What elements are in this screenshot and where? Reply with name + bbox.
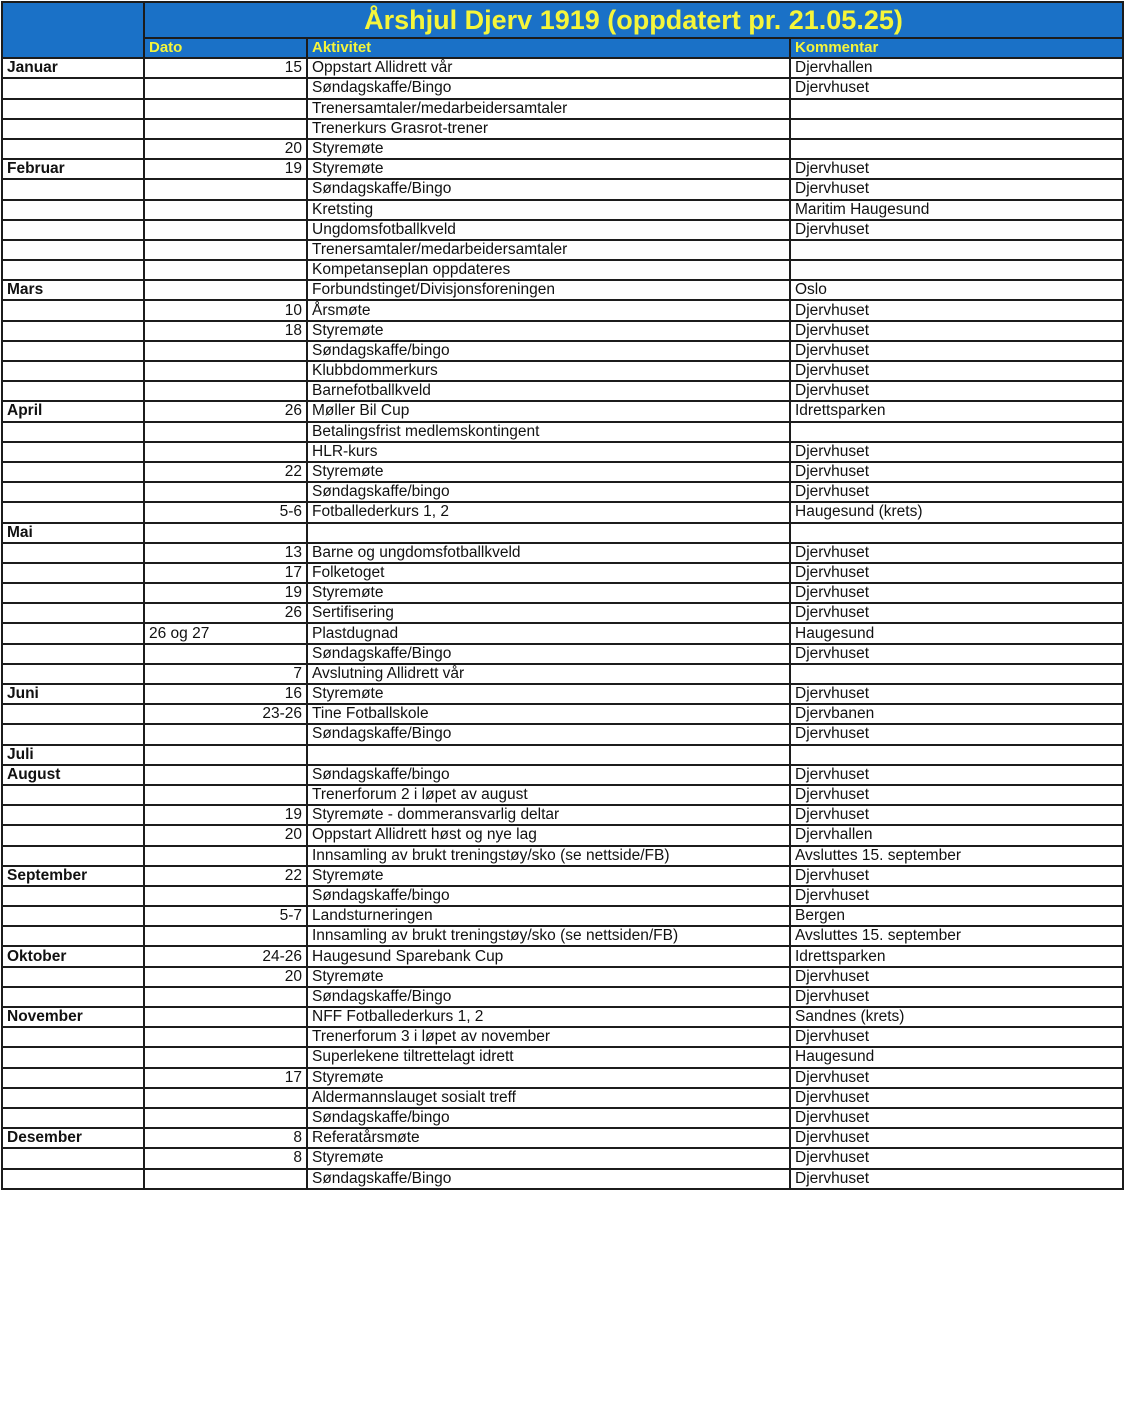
activity-cell: Søndagskaffe/Bingo [307, 179, 790, 199]
date-cell: 17 [144, 563, 307, 583]
date-cell: 5-6 [144, 502, 307, 522]
comment-cell: Djervhallen [790, 58, 1123, 78]
month-cell [2, 603, 144, 623]
table-row [2, 99, 1123, 119]
month-cell [2, 220, 144, 240]
table-row [2, 543, 1123, 563]
activity-cell: Ungdomsfotballkveld [307, 220, 790, 240]
table-row [2, 1007, 1123, 1027]
table-row [2, 260, 1123, 280]
table-row [2, 1169, 1123, 1189]
table-row [2, 926, 1123, 946]
table-row [2, 745, 1123, 765]
month-cell: Oktober [2, 946, 144, 966]
month-cell [2, 300, 144, 320]
month-cell [2, 361, 144, 381]
activity-cell: Klubbdommerkurs [307, 361, 790, 381]
date-cell [144, 260, 307, 280]
table-row [2, 482, 1123, 502]
comment-cell: Djervhuset [790, 482, 1123, 502]
table-row [2, 644, 1123, 664]
comment-cell: Djervhuset [790, 1068, 1123, 1088]
column-header-kommentar: Kommentar [790, 38, 1123, 58]
table-row [2, 1088, 1123, 1108]
month-cell [2, 724, 144, 744]
comment-cell: Djervhuset [790, 220, 1123, 240]
table-row [2, 785, 1123, 805]
comment-cell: Djervhuset [790, 866, 1123, 886]
comment-cell: Djervhuset [790, 563, 1123, 583]
month-cell [2, 1108, 144, 1128]
activity-cell: NFF Fotballederkurs 1, 2 [307, 1007, 790, 1027]
comment-cell: Djervhuset [790, 1128, 1123, 1148]
table-row [2, 906, 1123, 926]
date-cell [144, 240, 307, 260]
comment-cell [790, 745, 1123, 765]
comment-cell: Avsluttes 15. september [790, 926, 1123, 946]
comment-cell [790, 422, 1123, 442]
date-cell [144, 1047, 307, 1067]
month-cell: Juni [2, 684, 144, 704]
date-cell [144, 381, 307, 401]
month-cell [2, 1088, 144, 1108]
date-cell: 20 [144, 825, 307, 845]
table-row [2, 523, 1123, 543]
date-cell: 7 [144, 664, 307, 684]
date-cell [144, 482, 307, 502]
comment-cell: Haugesund [790, 1047, 1123, 1067]
month-cell [2, 1047, 144, 1067]
activity-cell: Barne og ungdomsfotballkveld [307, 543, 790, 563]
date-cell [144, 442, 307, 462]
activity-cell: Fotballederkurs 1, 2 [307, 502, 790, 522]
activity-cell: Barnefotballkveld [307, 381, 790, 401]
month-cell [2, 583, 144, 603]
table-row [2, 583, 1123, 603]
activity-cell: Oppstart Allidrett vår [307, 58, 790, 78]
comment-cell: Oslo [790, 280, 1123, 300]
table-row [2, 139, 1123, 159]
comment-cell [790, 240, 1123, 260]
activity-cell: Haugesund Sparebank Cup [307, 946, 790, 966]
comment-cell: Djervhuset [790, 543, 1123, 563]
month-cell [2, 502, 144, 522]
table-row [2, 1027, 1123, 1047]
date-cell: 26 [144, 401, 307, 421]
date-cell: 19 [144, 805, 307, 825]
month-cell: Mars [2, 280, 144, 300]
comment-cell: Djervhuset [790, 462, 1123, 482]
activity-cell: Innsamling av brukt treningstøy/sko (se nettside/FB) [307, 846, 790, 866]
activity-cell [307, 523, 790, 543]
date-cell: 15 [144, 58, 307, 78]
comment-cell: Djervhuset [790, 159, 1123, 179]
date-cell [144, 926, 307, 946]
date-cell [144, 846, 307, 866]
table-row [2, 280, 1123, 300]
activity-cell: Styremøte [307, 1068, 790, 1088]
table-row [2, 825, 1123, 845]
table-row [2, 220, 1123, 240]
table-row [2, 1068, 1123, 1088]
month-cell [2, 704, 144, 724]
comment-cell: Djervhuset [790, 967, 1123, 987]
comment-cell [790, 139, 1123, 159]
activity-cell: Styremøte [307, 462, 790, 482]
date-cell: 24-26 [144, 946, 307, 966]
month-cell: Juli [2, 745, 144, 765]
page-title: Årshjul Djerv 1919 (oppdatert pr. 21.05.25) [144, 2, 1123, 38]
date-cell [144, 523, 307, 543]
table-row [2, 179, 1123, 199]
comment-cell: Djervbanen [790, 704, 1123, 724]
date-cell [144, 1027, 307, 1047]
month-cell [2, 119, 144, 139]
date-cell: 13 [144, 543, 307, 563]
month-cell: November [2, 1007, 144, 1027]
date-cell: 17 [144, 1068, 307, 1088]
table-row [2, 321, 1123, 341]
date-cell: 22 [144, 866, 307, 886]
table-row [2, 987, 1123, 1007]
comment-cell: Djervhuset [790, 321, 1123, 341]
activity-cell: Innsamling av brukt treningstøy/sko (se nettsiden/FB) [307, 926, 790, 946]
comment-cell: Djervhuset [790, 1108, 1123, 1128]
table-row [2, 58, 1123, 78]
comment-cell: Djervhuset [790, 361, 1123, 381]
date-cell [144, 280, 307, 300]
date-cell: 26 og 27 [144, 623, 307, 643]
table-row [2, 1047, 1123, 1067]
month-cell [2, 785, 144, 805]
activity-cell: Søndagskaffe/Bingo [307, 644, 790, 664]
activity-cell: Trenersamtaler/medarbeidersamtaler [307, 240, 790, 260]
date-cell [144, 78, 307, 98]
comment-cell: Djervhuset [790, 987, 1123, 1007]
date-cell: 20 [144, 967, 307, 987]
comment-cell [790, 523, 1123, 543]
month-cell: April [2, 401, 144, 421]
month-cell: Januar [2, 58, 144, 78]
month-cell [2, 381, 144, 401]
activity-cell: Oppstart Allidrett høst og nye lag [307, 825, 790, 845]
month-cell [2, 482, 144, 502]
column-header-dato: Dato [144, 38, 307, 58]
annual-calendar-table [1, 1, 1124, 1190]
date-cell [144, 1169, 307, 1189]
month-cell [2, 321, 144, 341]
date-cell: 20 [144, 139, 307, 159]
activity-cell: Trenerforum 3 i løpet av november [307, 1027, 790, 1047]
date-cell [144, 1088, 307, 1108]
title-row [2, 2, 1123, 38]
date-cell [144, 765, 307, 785]
table-row [2, 422, 1123, 442]
comment-cell: Idrettsparken [790, 946, 1123, 966]
date-cell: 8 [144, 1148, 307, 1168]
month-cell: Desember [2, 1128, 144, 1148]
date-cell: 5-7 [144, 906, 307, 926]
month-cell [2, 442, 144, 462]
comment-cell: Djervhuset [790, 603, 1123, 623]
table-row [2, 805, 1123, 825]
comment-cell: Djervhuset [790, 300, 1123, 320]
comment-cell: Djervhuset [790, 644, 1123, 664]
date-cell [144, 745, 307, 765]
table-body [2, 2, 1123, 1189]
activity-cell: Styremøte [307, 684, 790, 704]
month-cell [2, 1027, 144, 1047]
activity-cell: Styremøte [307, 159, 790, 179]
month-cell [2, 260, 144, 280]
table-row [2, 765, 1123, 785]
comment-cell [790, 119, 1123, 139]
date-cell [144, 644, 307, 664]
month-cell [2, 200, 144, 220]
month-cell [2, 1148, 144, 1168]
table-row [2, 462, 1123, 482]
activity-cell: Møller Bil Cup [307, 401, 790, 421]
activity-cell: Søndagskaffe/Bingo [307, 1169, 790, 1189]
comment-cell: Djervhuset [790, 583, 1123, 603]
date-cell: 10 [144, 300, 307, 320]
date-cell [144, 1007, 307, 1027]
month-cell [2, 543, 144, 563]
activity-cell: Søndagskaffe/bingo [307, 341, 790, 361]
month-cell [2, 462, 144, 482]
comment-cell: Djervhuset [790, 1148, 1123, 1168]
table-row [2, 240, 1123, 260]
activity-cell: Betalingsfrist medlemskontingent [307, 422, 790, 442]
activity-cell: Trenersamtaler/medarbeidersamtaler [307, 99, 790, 119]
month-cell [2, 179, 144, 199]
activity-cell: Søndagskaffe/bingo [307, 765, 790, 785]
table-row [2, 1148, 1123, 1168]
activity-cell: Styremøte [307, 321, 790, 341]
month-cell [2, 422, 144, 442]
date-cell: 23-26 [144, 704, 307, 724]
table-row [2, 684, 1123, 704]
activity-cell: Avslutning Allidrett vår [307, 664, 790, 684]
activity-cell: Tine Fotballskole [307, 704, 790, 724]
comment-cell: Djervhuset [790, 805, 1123, 825]
date-cell: 18 [144, 321, 307, 341]
activity-cell: Sertifisering [307, 603, 790, 623]
date-cell [144, 341, 307, 361]
table-row [2, 724, 1123, 744]
date-cell [144, 99, 307, 119]
table-row [2, 967, 1123, 987]
activity-cell: Styremøte [307, 967, 790, 987]
comment-cell: Maritim Haugesund [790, 200, 1123, 220]
table-row [2, 401, 1123, 421]
month-cell [2, 906, 144, 926]
date-cell: 19 [144, 583, 307, 603]
date-cell: 22 [144, 462, 307, 482]
comment-cell: Djervhuset [790, 684, 1123, 704]
month-cell: August [2, 765, 144, 785]
table-row [2, 886, 1123, 906]
comment-cell [790, 99, 1123, 119]
activity-cell: Søndagskaffe/Bingo [307, 724, 790, 744]
table-row [2, 341, 1123, 361]
comment-cell: Haugesund (krets) [790, 502, 1123, 522]
month-cell [2, 886, 144, 906]
activity-cell: Forbundstinget/Divisjonsforeningen [307, 280, 790, 300]
table-row [2, 1108, 1123, 1128]
column-header-aktivitet: Aktivitet [307, 38, 790, 58]
table-row [2, 846, 1123, 866]
activity-cell: Søndagskaffe/bingo [307, 886, 790, 906]
activity-cell: Landsturneringen [307, 906, 790, 926]
activity-cell [307, 745, 790, 765]
activity-cell: Aldermannslauget sosialt treff [307, 1088, 790, 1108]
activity-cell: Årsmøte [307, 300, 790, 320]
comment-cell: Djervhuset [790, 442, 1123, 462]
comment-cell: Djervhuset [790, 1027, 1123, 1047]
table-row [2, 300, 1123, 320]
activity-cell: Plastdugnad [307, 623, 790, 643]
activity-cell: Søndagskaffe/bingo [307, 1108, 790, 1128]
date-cell [144, 220, 307, 240]
comment-cell: Djervhuset [790, 886, 1123, 906]
table-row [2, 866, 1123, 886]
month-cell [2, 563, 144, 583]
comment-cell: Djervhuset [790, 724, 1123, 744]
month-cell [2, 987, 144, 1007]
month-cell [2, 139, 144, 159]
activity-cell: HLR-kurs [307, 442, 790, 462]
date-cell: 26 [144, 603, 307, 623]
comment-cell [790, 260, 1123, 280]
activity-cell: Trenerkurs Grasrot-trener [307, 119, 790, 139]
column-header-row [2, 38, 1123, 58]
table-row [2, 78, 1123, 98]
table-row [2, 381, 1123, 401]
comment-cell [790, 664, 1123, 684]
activity-cell: Styremøte [307, 583, 790, 603]
comment-cell: Djervhuset [790, 785, 1123, 805]
month-cell [2, 805, 144, 825]
month-cell: Mai [2, 523, 144, 543]
date-cell: 8 [144, 1128, 307, 1148]
date-cell [144, 987, 307, 1007]
activity-cell: Søndagskaffe/Bingo [307, 987, 790, 1007]
comment-cell: Djervhuset [790, 765, 1123, 785]
comment-cell: Haugesund [790, 623, 1123, 643]
table-row [2, 442, 1123, 462]
table-row [2, 603, 1123, 623]
date-cell: 16 [144, 684, 307, 704]
comment-cell: Djervhuset [790, 1169, 1123, 1189]
activity-cell: Styremøte - dommeransvarlig deltar [307, 805, 790, 825]
date-cell [144, 119, 307, 139]
date-cell [144, 886, 307, 906]
activity-cell: Søndagskaffe/bingo [307, 482, 790, 502]
table-row [2, 200, 1123, 220]
activity-cell: Styremøte [307, 1148, 790, 1168]
date-cell: 19 [144, 159, 307, 179]
month-cell [2, 623, 144, 643]
activity-cell: Søndagskaffe/Bingo [307, 78, 790, 98]
comment-cell: Djervhallen [790, 825, 1123, 845]
activity-cell: Superlekene tiltrettelagt idrett [307, 1047, 790, 1067]
table-row [2, 664, 1123, 684]
month-cell [2, 341, 144, 361]
date-cell [144, 1108, 307, 1128]
comment-cell: Idrettsparken [790, 401, 1123, 421]
date-cell [144, 785, 307, 805]
comment-cell: Avsluttes 15. september [790, 846, 1123, 866]
month-cell [2, 825, 144, 845]
month-cell [2, 664, 144, 684]
month-cell [2, 644, 144, 664]
table-row [2, 119, 1123, 139]
date-cell [144, 724, 307, 744]
month-cell [2, 1068, 144, 1088]
activity-cell: Trenerforum 2 i løpet av august [307, 785, 790, 805]
header-corner-cell [2, 2, 144, 58]
date-cell [144, 361, 307, 381]
table-row [2, 704, 1123, 724]
table-row [2, 361, 1123, 381]
month-cell [2, 926, 144, 946]
comment-cell: Djervhuset [790, 1088, 1123, 1108]
month-cell: Februar [2, 159, 144, 179]
date-cell [144, 200, 307, 220]
month-cell [2, 78, 144, 98]
activity-cell: Styremøte [307, 866, 790, 886]
table-row [2, 946, 1123, 966]
month-cell: September [2, 866, 144, 886]
month-cell [2, 99, 144, 119]
month-cell [2, 240, 144, 260]
comment-cell: Djervhuset [790, 179, 1123, 199]
comment-cell: Djervhuset [790, 381, 1123, 401]
activity-cell: Folketoget [307, 563, 790, 583]
table-row [2, 502, 1123, 522]
comment-cell: Sandnes (krets) [790, 1007, 1123, 1027]
month-cell [2, 846, 144, 866]
comment-cell: Djervhuset [790, 341, 1123, 361]
month-cell [2, 1169, 144, 1189]
activity-cell: Kompetanseplan oppdateres [307, 260, 790, 280]
activity-cell: Kretsting [307, 200, 790, 220]
date-cell [144, 179, 307, 199]
table-row [2, 563, 1123, 583]
comment-cell: Bergen [790, 906, 1123, 926]
activity-cell: Styremøte [307, 139, 790, 159]
table-row [2, 1128, 1123, 1148]
activity-cell: Referatårsmøte [307, 1128, 790, 1148]
comment-cell: Djervhuset [790, 78, 1123, 98]
table-row [2, 623, 1123, 643]
date-cell [144, 422, 307, 442]
table-row [2, 159, 1123, 179]
month-cell [2, 967, 144, 987]
